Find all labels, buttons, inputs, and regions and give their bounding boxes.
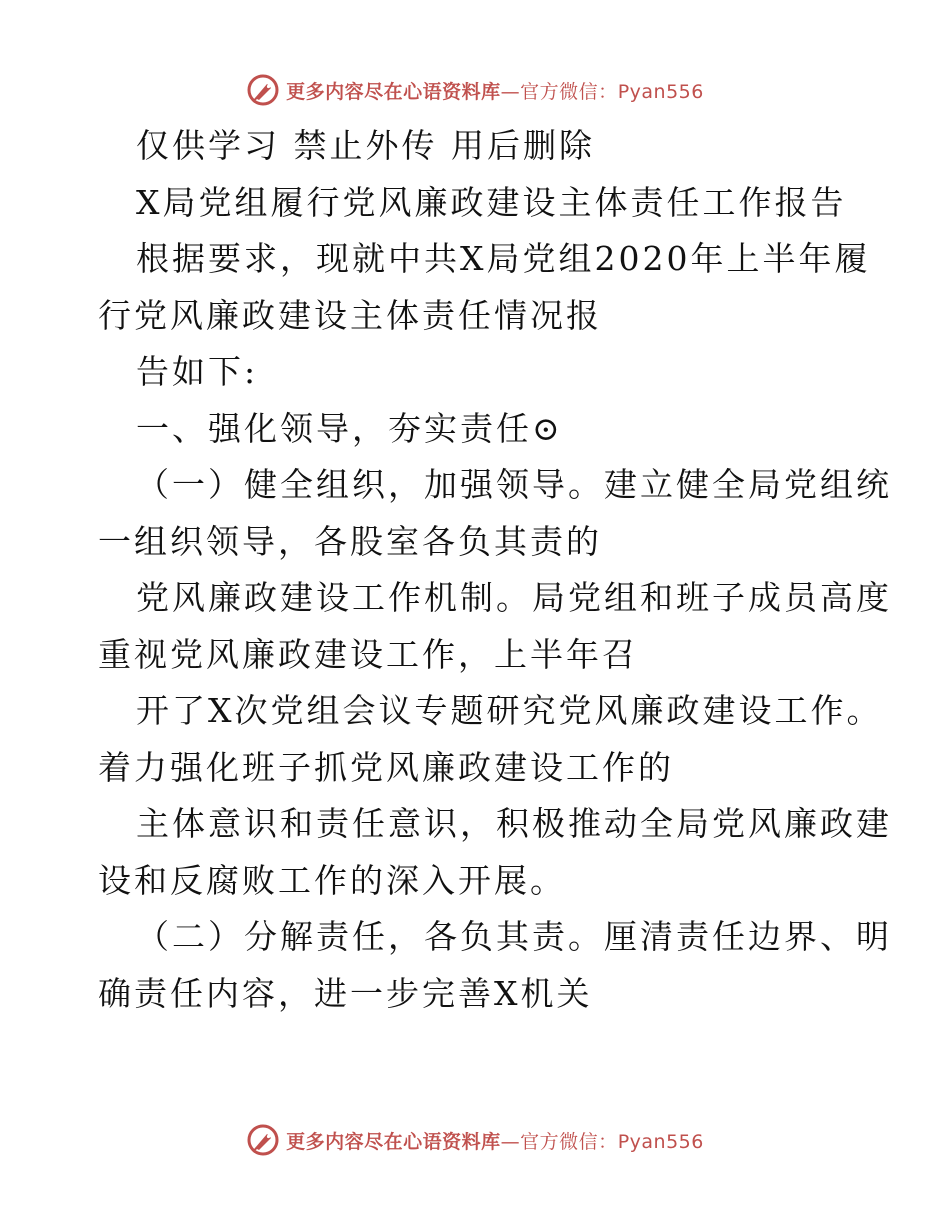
document-body [98,118,892,1022]
paragraph-line: 设和反腐败工作的深入开展。 [98,860,566,900]
footer-banner [0,1120,950,1160]
paragraph-line: 重视党风廉政建设工作，上半年召 [98,634,638,674]
paragraph-line: 告如下: [136,352,259,391]
paragraph-line: （一）健全组织，加强领导。建立健全局党组统 [136,465,892,504]
document-title: X局党组履行党风廉政建设主体责任工作报告 [136,182,847,222]
banner-wechat-label: 官方微信： [520,1130,618,1153]
paragraph-line: 着力强化班子抓党风廉政建设工作的 [98,747,674,787]
paragraph-line: 确责任内容，进一步完善X机关 [98,973,593,1013]
paragraph-line: 行党风廉政建设主体责任情况报 [98,295,602,335]
banner-wechat-id: Pyan556 [617,1130,704,1153]
paragraph-line: （二）分解责任，各负其责。厘清责任边界、明 [136,917,892,956]
banner-wechat-id: Pyan556 [617,80,704,103]
pen-nib-logo-icon [246,73,280,107]
banner-dash: — [500,80,521,103]
banner-dash: — [500,1130,521,1153]
paragraph-line: 党风廉政建设工作机制。局党组和班子成员高度 [136,578,892,617]
section-heading: 一、强化领导，夯实责任⊙ [136,408,563,448]
banner-text [286,77,704,104]
banner-text [286,1127,704,1154]
banner-brand: 更多内容尽在心语资料库 [286,80,501,103]
paragraph-line: 一组织领导，各股室各负其责的 [98,521,602,561]
pen-nib-logo-icon [246,1123,280,1157]
notice-line: 仅供学习 禁止外传 用后删除 [136,126,595,165]
header-banner [0,70,950,110]
banner-brand: 更多内容尽在心语资料库 [286,1130,501,1153]
banner-wechat-label: 官方微信： [520,80,618,103]
paragraph-line: 开了X次党组会议专题研究党风廉政建设工作。 [136,691,883,730]
paragraph-line: 主体意识和责任意识，积极推动全局党风廉政建 [136,804,892,843]
paragraph-line: 根据要求，现就中共X局党组2020年上半年履 [136,239,871,278]
